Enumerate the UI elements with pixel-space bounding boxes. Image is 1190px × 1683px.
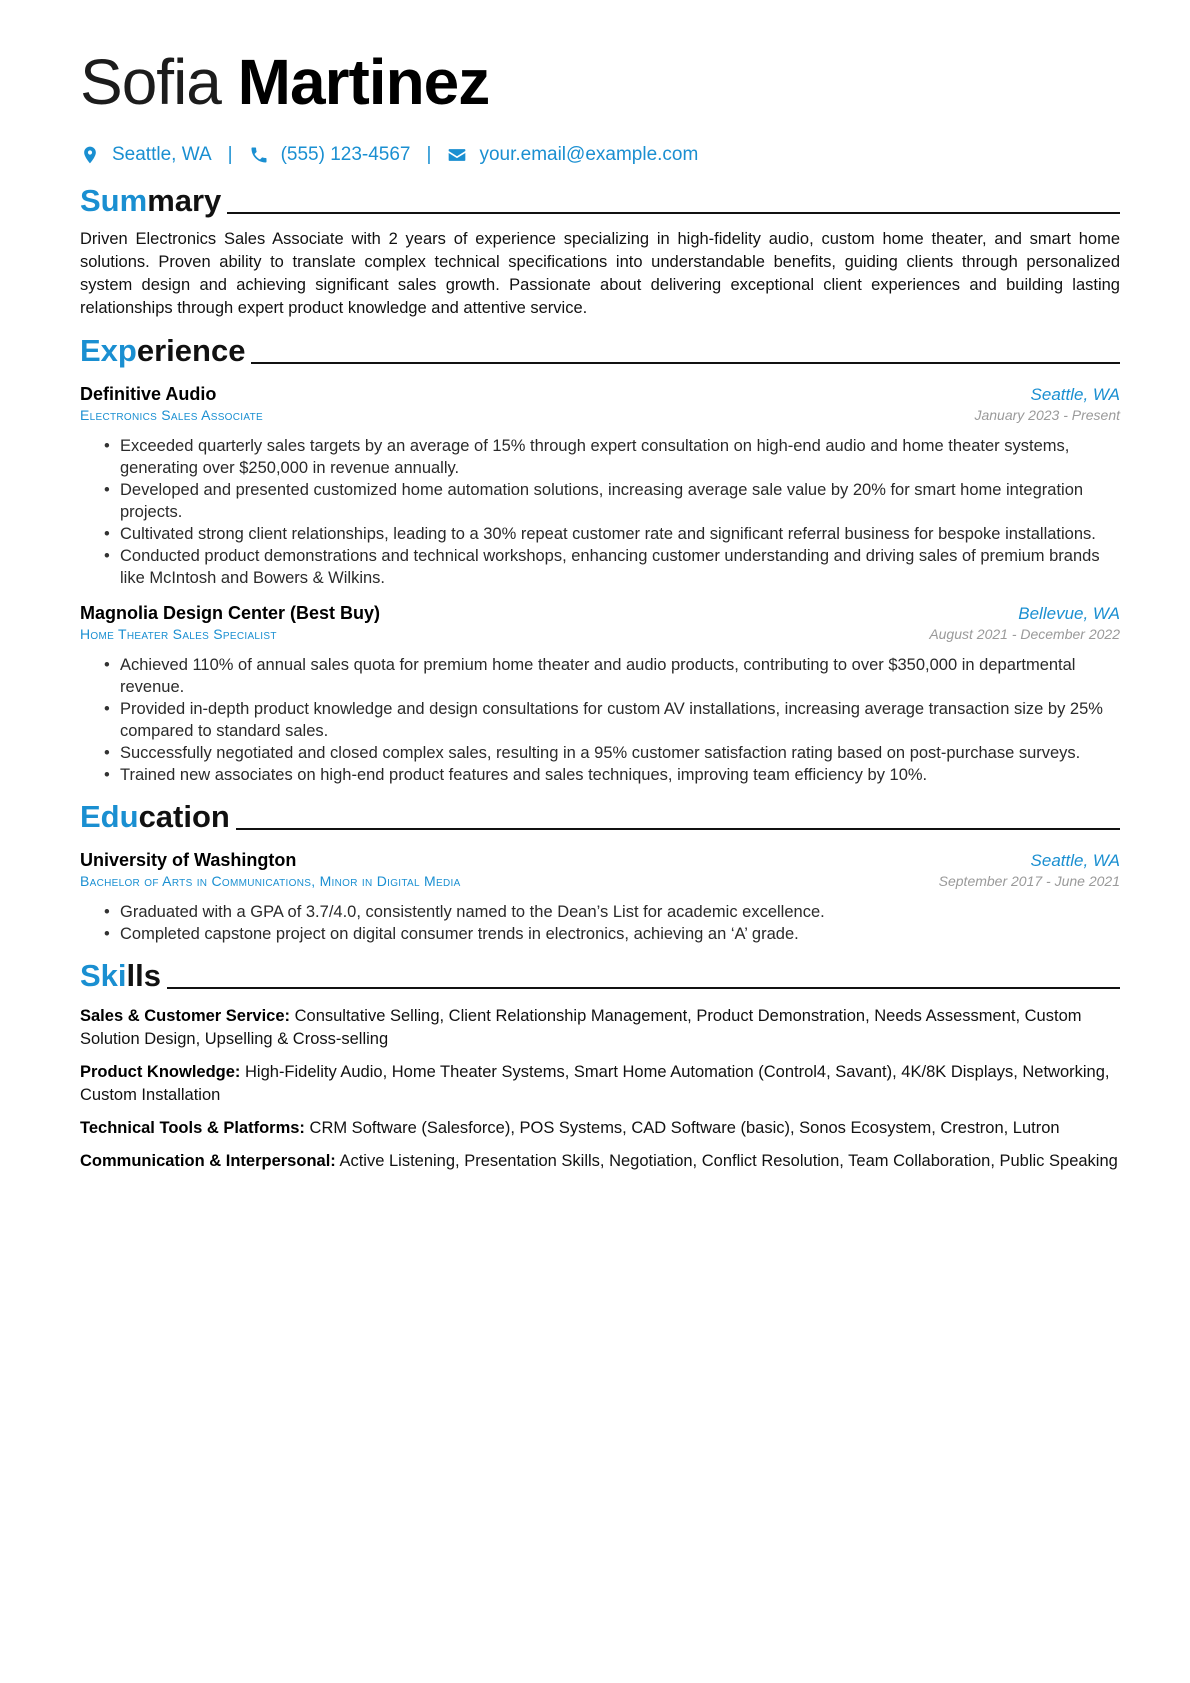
skill-list: CRM Software (Salesforce), POS Systems, CAD Software (basic), Sonos Ecosystem, Crestron, Lutron [304,1119,1060,1137]
skills-heading [80,955,1120,995]
skill-category: Sales & Customer Service: [80,1007,291,1025]
skill-list: Active Listening, Presentation Skills, Negotiation, Conflict Resolution, Team Collaboration, Public Speaking [335,1152,1118,1170]
experience-entry [80,384,1120,589]
skill-category: Product Knowledge: [80,1063,241,1081]
contact-separator: | [426,144,432,165]
skill-category: Technical Tools & Platforms: [80,1119,305,1137]
section-rule [236,828,1120,830]
section-title: Experience [80,333,246,368]
education-dates: September 2017 - June 2021 [938,873,1120,889]
list-item: • Completed capstone project on digital consumer trends in electronics, achieving an ‘A’ grade. [120,923,1120,945]
location-text: Seattle, WA [112,144,212,165]
section-title: Education [80,799,230,834]
education-entry [80,850,1120,945]
summary-text: Driven Electronics Sales Associate with 2 years of experience specializing in high-fidelity audio, custom home theater, and smart home solutions. Proven ability to translate complex technical specifications into understandable benefits, guiding clients through personalized system design and achieving significant sales growth. Passionate about delivering exceptional client experiences and building lasting relationships through expert product knowledge and attentive service. [80,230,1120,317]
list-item: • Provided in-depth product knowledge and design consultations for custom AV installations, increasing average transaction size by 25% compared to standard sales. [120,698,1120,742]
job-dates: January 2023 - Present [974,407,1120,423]
bullet-list [80,901,1120,945]
list-item: • Developed and presented customized home automation solutions, increasing average sale value by 20% for smart home integration projects. [120,479,1120,523]
email-link[interactable]: your.email@example.com [479,144,699,165]
candidate-name [80,44,1120,120]
section-title: Skills [80,958,161,993]
skill-list: High-Fidelity Audio, Home Theater Systems, Smart Home Automation (Control4, Savant), 4K/8K Displays, Networking, Custom Installation [80,1063,1110,1104]
envelope-icon [447,145,467,165]
first-name: Sofia [80,46,221,118]
list-item: • Graduated with a GPA of 3.7/4.0, consistently named to the Dean’s List for academic excellence. [120,901,1120,923]
contact-separator: | [227,144,233,165]
list-item: • Successfully negotiated and closed complex sales, resulting in a 95% customer satisfaction rating based on post-purchase surveys. [120,742,1120,764]
contact-location [80,144,212,166]
list-item: • Cultivated strong client relationships, leading to a 30% repeat customer rate and significant referral business for bespoke installations. [120,523,1120,545]
experience-heading [80,330,1120,370]
contact-email[interactable] [447,144,698,166]
section-rule [167,987,1120,989]
experience-entry [80,603,1120,786]
skill-row [80,1150,1120,1173]
list-item: • Conducted product demonstrations and technical workshops, enhancing customer understanding and driving sales of premium brands like McIntosh and Bowers & Wilkins. [120,545,1120,589]
employer-name: Definitive Audio [80,384,217,404]
phone-text: (555) 123-4567 [280,144,411,165]
bullet-list [80,654,1120,786]
section-rule [227,212,1120,214]
skill-row [80,1061,1120,1107]
job-dates: August 2021 - December 2022 [929,626,1120,642]
contact-phone [249,144,411,166]
map-marker-icon [80,145,100,165]
skill-category: Communication & Interpersonal: [80,1152,336,1170]
contact-line [80,140,1120,170]
section-rule [251,362,1120,364]
resume-page [80,44,1120,1173]
job-location: Bellevue, WA [1018,604,1120,623]
job-title: Home Theater Sales Specialist [80,626,277,642]
section-title: Summary [80,183,222,218]
education-heading [80,796,1120,836]
school-name: University of Washington [80,850,297,870]
degree: Bachelor of Arts in Communications, Minor in Digital Media [80,873,461,889]
last-name: Martinez [237,46,490,118]
summary-heading [80,180,1120,220]
job-location: Seattle, WA [1030,385,1120,404]
skill-row [80,1005,1120,1051]
list-item: • Trained new associates on high-end product features and sales techniques, improving team efficiency by 10%. [120,764,1120,786]
job-title: Electronics Sales Associate [80,407,263,423]
employer-name: Magnolia Design Center (Best Buy) [80,603,381,623]
list-item: • Exceeded quarterly sales targets by an average of 15% through expert consultation on high-end audio and home theater systems, generating over $250,000 in revenue annually. [120,435,1120,479]
skill-list: Consultative Selling, Client Relationship Management, Product Demonstration, Needs Assessment, Custom Solution Design, Upselling & Cross-selling [80,1007,1082,1048]
bullet-list [80,435,1120,589]
skill-row [80,1117,1120,1140]
list-item: • Achieved 110% of annual sales quota for premium home theater and audio products, contributing to over $350,000 in departmental revenue. [120,654,1120,698]
school-location: Seattle, WA [1030,851,1120,870]
phone-icon [249,145,269,165]
